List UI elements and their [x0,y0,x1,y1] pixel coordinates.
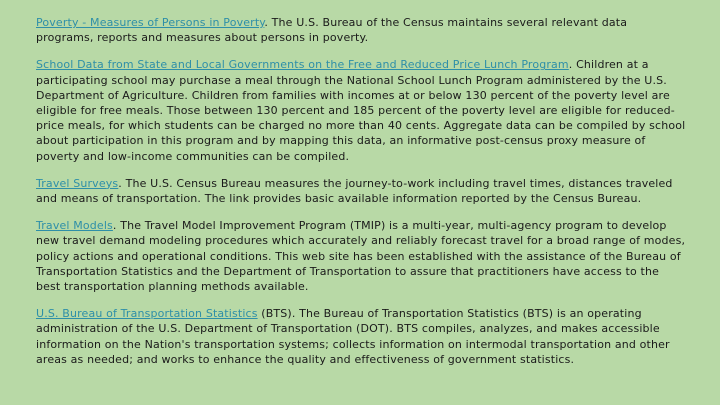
entry-travel-surveys-text: . The U.S. Census Bureau measures the journey-to-work including travel times, distances traveled and means of transportation. The link provides basic available information reported by the Census Bureau. [36,176,673,206]
travel-surveys-link[interactable]: Travel Surveys [36,176,119,190]
travel-models-link[interactable]: Travel Models [36,219,113,233]
entry-travel-surveys [36,176,686,206]
resource-list [36,15,686,379]
school-lunch-program-link[interactable]: School Data from State and Local Governments on the Free and Reduced Price Lunch Program [36,58,569,72]
poverty-measures-link[interactable]: Poverty - Measures of Persons in Poverty [36,16,265,29]
entry-travel-models-text: . The Travel Model Improvement Program (TMIP) is a multi-year, multi-agency program to develop new travel demand modeling procedures which accurately and reliably forecast travel for a broad range of modes, policy actions and operational conditions. This web site has been established with the assistance of the Bureau of Transportation Statistics and the Department of Transportation to assure that practitioners have access to the best transportation planning methods available. [36,219,686,294]
entry-poverty [36,15,686,45]
entry-school-lunch [36,57,686,163]
entry-school-lunch-text: . Children at a participating school may purchase a meal through the National School Lunch Program administered by the U.S. Department of Agriculture. Children from families with incomes at or below 130 percent of the poverty level are eligible for free meals. Those between 130 percent and 185 percent of the poverty level are eligible for reduced-price meals, for which students can be charged no more than 40 cents. Aggregate data can be compiled by school about participation in this program and by mapping this data, an informative post-census proxy measure of poverty and low-income communities can be compiled. [36,58,686,163]
entry-travel-models [36,218,686,294]
bts-link[interactable]: U.S. Bureau of Transportation Statistics [36,307,258,321]
entry-poverty-text: . The U.S. Bureau of the Census maintains several relevant data programs, reports and measures about persons in poverty. [36,16,628,45]
entry-bts [36,306,686,367]
entry-bts-text: (BTS). The Bureau of Transportation Statistics (BTS) is an operating administration of the U.S. Department of Transportation (DOT). BTS compiles, analyzes, and makes accessible information on the Nation's transportation systems; collects information on intermodal transportation and other areas as needed; and works to enhance the quality and effectiveness of government statistics. [36,307,670,366]
